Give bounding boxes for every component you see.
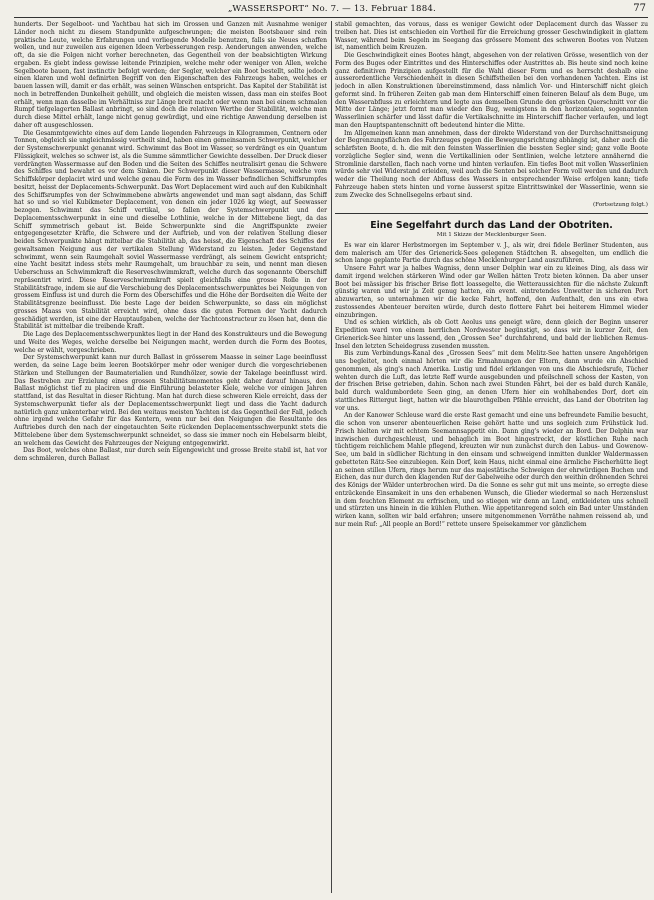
- continued-note: (Fortsetzung folgt.): [592, 202, 648, 209]
- paragraph: Die Gesammtgewichte eines auf dem Lande liegenden Fahrzeugs in Kilogrammen, Centnern oder Tonnen, obgleich sie ungleichmässig vertheilt sind, haben einen gemeinsamen Schwerpunkt, welcher der Systemschwerpunkt genannt wird. Schwimmt das Boot im Wasser, so verdrängt es ein Quantum Flüssigkeit, welches so schwer ist, als die Summe sämmtlicher Gewichte desselben. Der Druck dieser verdrängten Wassermasse auf den Boden und die Seiten des Schiffes neutralisirt genau die Schwere des Schiffes und bewahrt es vor dem Sinken. Der Schwerpunkt dieser Wassermasse, welche vom Schiffskörper deplacirt wird und welche genau die Form des im Wasser befindlichen Schiffsrumpfes besitzt, heisst der Deplacements-Schwerpunkt. Das Wort Deplacement wird auch auf den Kubikinhalt des Schiffsrumpfes von der Schwimmebene abwärts angewendet und man sagt alsdann, das Schiff hat so und so viel Kubikmeter Deplacement, von denen ein jeder 1026 kg wiegt, auf Seewasser bezogen. Schwimmt das Schiff vertikal, so fallen der Systemschwerpunkt und der Deplacementsschwerpunkt in eine und dieselbe Lothlinie, welche in der Mittebene liegt, da das Schiff symmetrisch gebaut ist. Beide Schwerpunkte sind die Angriffspunkte zweier entgegengesetzter Kräfte, die Schwere und der Auftrieb, und von der relativen Stellung dieser beiden Schwerpunkte hängt mittelbar die Stabilität ab, das heisst, die Eigenschaft des Schiffes der gewaltsamen Neigung aus der vertikalen Stellung Widerstand zu leisten. Jeder Gegenstand schwimmt, wenn sein Raumgehalt soviel Wassermasse verdrängt, als seinem Gewicht entspricht; eine Yacht besitzt indess stets mehr Raumgehalt, um brauchbar zu sein, und nennt man diesen Ueberschuss an Schwimmkraft die Reserveschwimmkraft, welche durch das sogenannte Oberschiff repräsentirt wird. Diese Reserveschwimmkraft spielt gleichfalls eine grosse Rolle in der Stabilitätsfrage, indem sie auf die Verschiebung des Deplacementsschwerpunktes bei Neigungen von grossem Einfluss ist und durch die Form des Oberschiffes und die Höhe der Bordseiten die Weite der Stabilitätsgrenze beeinflusst. Die beste Lage der beiden Schwerpunkte, so dass ein möglichst grosses Maass von Stabilität erreicht wird, ohne dass die guten Formen der Yacht dadurch geschädigt werden, ist eine der Hauptaufgaben, welche der Yachtconstructeur zu lösen hat, denn die Stabilität ist mittelbar die treibende Kraft.: [14, 129, 327, 331]
- article-subtitle: Mit 1 Skizze der Mecklenburger Seen.: [436, 232, 547, 238]
- paragraph: Die Lage des Deplacementsschwerpunktes liegt in der Hand des Konstrukteurs und die Bewegung und Weite des Weges, welche derselbe bei Neigungen macht, werden durch die Form des Bootes, welche er wählt, vorgeschrieben.: [14, 331, 327, 354]
- column-divider: [331, 21, 332, 893]
- paragraph: Im Allgemeinen kann man annehmen, dass der direkte Widerstand von der Durchschnittsneigung der Begrenzungsflächen des Fahrzeuges gegen die Bewegungsrichtung abhängig ist, daher auch die schärfsten Boote, d. h. die mit den feinsten Wasserlinien die bessten Segler sind; ganz volle Boote vorzügliche Segler sind, wenn die Vertikallinien oder Sentlinien, welche letztere annähernd die Stromlinie darstellen, flach nach vorne und hinten verlaufen. Ein tiefes Boot mit vollen Wasserlinien würde sehr viel Widerstand erleiden, weil auch die Senten bei solcher Form voll werden und dadurch weder die Theilung noch der Abfluss des Wassers in entsprechender Weise erfolgen kann; tiefe Fahrzeuge haben stets hinten und vorne äusserst spitze Eintrittswinkel der Wasserlinie, wenn sie zum Zwecke des Schnellsegelns erbaut sind.: [335, 129, 648, 199]
- left-column: [14, 21, 327, 896]
- paragraph: stabil gemachten, das voraus, dass es weniger Gewicht oder Deplacement durch das Wasser zu treiben hat. Dies ist entschieden ein Vortheil für die Erreichung grosser Geschwindigkeit in glattem Wasser, während beim Segeln im Seegang das grössere Moment des schweren Bootes von Nutzen ist, namentlich beim Kreuzen.: [335, 21, 648, 52]
- paragraph: Unsere Fahrt war ja halbes Wagniss, denn unser Delphin war ein zu kleines Ding, als dass wir damit irgend welchen stärkeren Wind oder gar Wellen hätten Trotz bieten können. Da aber unser Boot bei mässiger bis frischer Brise flott loassegelte, die Wetteraussichten für die nächste Zukunft günstig waren und wir ja Zeit genug hatten, ein event. eintretendes Unwetter in sicheren Port abzuwarten, so unternahmen wir die kecke Fahrt, hoffend, den Aufenthalt, den uns ein etwa zustossendes Abenteuer bereiten würde, durch desto flottere Fahrt bei heiterem Himmel wieder einzubringen.: [335, 265, 648, 319]
- paragraph: Bis zum Verbindungs-Kanal des „Grossen Sees“ mit dem Melitz-See hatten unsere Angehörigen uns begleitet, noch einmal hörten wir die Ermahnungen der Eltern, dann wurde ein Abschied genommen, als ging's nach Amerika. Lustig und fidel erklangen von uns die Abschiedsrufe, Tücher wehten durch die Luft, das letzte Reff wurde ausgebunden und pfeilschnell schoss der Kasten, von der frischen Brise getrieben, dahin. Schon nach zwei Stunden Fahrt, bei der es bald durch Kanäle, bald durch waldumbordete Seen ging, an denen Ufern hier ein wohlhabendes Dorf, dort ein stattliches Rittergut liegt, hatten wir die blaurothgelben Pfähle erreicht, das Land der Obotriten lag vor uns.: [335, 350, 648, 412]
- paragraph: Der Systemschwerpunkt kann nur durch Ballast in grösserem Maasse in seiner Lage beeinflusst werden, da seine Lage beim leeren Bootskörper mehr oder weniger durch die vorgeschriebenen Stärken und Stellungen der Baumaterialien und Rundhölzer, sowie der Takelage beeinflusst wird. Das Bestreben zur Erzielung eines grossen Stabilitätsmomentes geht daher darauf hinaus, den Ballast möglichst tief zu placiren und die Einführung belasteter Kiele, welche vor einigen Jahren stattfand, ist das Resultat in dieser Richtung. Man hat durch diese schweren Kiele erreicht, dass der Systemschwerpunkt tiefer als der Deplacementsschwerpunkt liegt und dass die Yacht dadurch natürlich ganz unkenterbar wird. Bei den weitaus meisten Yachten ist das Gegentheil der Fall, jedoch ohne irgend welche Gefahr für das Kentern, wenn nur bei den Neigungen die Resultante des Auftriebes durch den nach der eingetauchten Seite rückenden Deplacementsschwerpunkt stets die Mittelebene über dem Systemschwerpunkt schneidet, so dass sie immer noch ein Hebelsarm bleibt, an welchem das Gewicht des Fahrzeuges der Neigung entgegenwirkt.: [14, 354, 327, 447]
- running-head: „WASSERSPORT“ No. 7. — 13. Februar 1884.: [228, 4, 436, 14]
- header-rule: [14, 17, 648, 18]
- page-number: 77: [633, 3, 646, 14]
- paragraph: Das Boot, welches ohne Ballast, nur durch sein Eigengewicht und grosse Breite stabil ist, hat vor dem schmäleren, durch Ballast: [14, 447, 327, 462]
- page-header: [18, 4, 646, 18]
- paragraph: Es war ein klarer Herbstmorgen im September v. J., als wir, drei fidele Berliner Studenten, aus dem malerisch am Ufer des Grienerick-Sees gelegenen Städtchen R. absegelten, um endlich die schon lange geplante Partie durch das schöne Mecklenburger Land auszuführen.: [335, 241, 648, 265]
- article-separator: [335, 213, 648, 214]
- right-column: [335, 21, 648, 896]
- paragraph: hunderts. Der Segelboot- und Yachtbau hat sich im Grossen und Ganzen mit Ausnahme weniger Länder noch nicht zu diesem Standpunkte aufgeschwungen; die meisten Bootsbauer sind rein praktische Leute, welche Erfahrungen und vorliegende Modelle benutzen, falls sie Neues schaffen wollen, und nur zuweilen aus eigenen Ideen Verbesserungen resp. Aenderungen anwenden, welche oft, da sie die Folgen nicht vorher berechneten, das Gegentheil von der beabsichtigten Wirkung ergaben. Es giebt indess gewisse leitende Prinzipien, welche mehr oder weniger von Allen, welche Segelboote bauen, fast instinctiv befolgt werden; der Segler, welcher ein Boot bestellt, sollte jedoch einen klaren und wohl definirten Begriff von den Eigenschaften des Fahrzeugs haben, welches er bauen lassen will, damit er das erhält, was seinen Wünschen entspricht. Das Kapitel der Stabilität ist noch in betreffenden Dunkelheit gehüllt, und obgleich die meisten wissen, dass man ein steifes Boot erhält, wenn man dasselbe im Verhältniss zur Länge breit macht oder wenn man bei einem schmalen Rumpf tiefgelagerten Ballast anbringt, so sind doch die relativen Werthe der Stabilität, welche man durch diese Mittel erhält, lange nicht genug gewürdigt, und eine richtige Anwendung derselben ist daher oft ausgeschlossen.: [14, 21, 327, 129]
- paragraph: An der Kanower Schleuse ward die erste Rast gemacht und eine uns befreundete Familie besucht, die schon von unserer abenteuerlichen Reise gehört hatte und uns sogleich zum Frühstück lud. Frisch hielten wir mit echtem Seemannsappetit ein. Dann ging's wieder an Bord. Der Delphin war inzwischen durchgeschleust, und behaglich im Boot hingestreckt, der köstlichen Ruhe nach tüchtigem reichlichem Mahle pflegend, kreuzten wir nun zunächst durch den Labus- und Gowenow-See, um bald in südlicher Richtung in den einsam und schweigend inmitten dunkler Waldermassen gebetteten Rätz-See einzubiegen. Kein Dorf, kein Haus, nicht einmal eine ärmliche Fischerhütte liegt an seinen stillen Ufern, rings herum nur das majestätische Schweigen der ehrwürdigen Buchen und Eichen, das nur durch den klagenden Ruf der Gabelweihe oder durch den weithin dröhnenden Schrei des Königs der Wälder unterbrochen wird. Da die Sonne es sehr gut mit uns meinte, so erregte diese entzückende Einsamkeit in uns den erhabenen Wunsch, die Glieder wiedermal so nach Herzenslust in dem feuchten Element zu erfrischen, und so stiegen wir denn an Land, entkleideten uns schnell und stürzten uns hinein in die kühlen Fluthen. Wie appetitanregend solch ein Bad unter Umständen wirken kann, sollten wir bald erfahren; unsere mitgenommenen Vorräthe nahmen reissend ab, und nur mein Ruf: „All people an Bord!“ rettete unsere Speisekammer vor gänzlichem: [335, 412, 648, 528]
- article-title: Eine Segelfahrt durch das Land der Obotriten.: [370, 220, 613, 231]
- paragraph: Und es schien wirklich, als ob Gott Aeolus uns geneigt wäre, denn gleich der Beginn unserer Expedition ward von einem herrlichen Nordwester begünstigt, so dass wir in kurzer Zeit, den Grienerick-See hinter uns lassend, den „Grossen See“ durchfahrend, und bald der lieblichen Remus-Insel den letzten Scheidegruss zusenden mussten.: [335, 319, 648, 350]
- paragraph: Die Geschwindigkeit eines Bootes hängt, abgesehen von der relativen Grösse, wesentlich von der Form des Buges oder Eintrittes und des Hinterschiffes oder Austrittes ab. Bis heute sind noch keine ganz definitiven Prinzipien aufgestellt für die Wahl dieser Form und es herrscht deshalb eine ausserordentliche Verschiedenheit in diesen Schiffstheilen bei den vorhandenen Yachten. Eins ist jedoch in allen Konstruktionen übereinstimmend, dass nämlich Vor- und Hinterschiff nicht gleich geformt sind. In früheren Zeiten gab man dem Hinterschiff einen feineren Belauf als dem Buge, um den Wasserabfluss zu erleichtern und legte aus demselben Grunde den grössten Querschnitt vor die Mitte der Länge; jetzt formt man wieder den Bug, wenigstens in den horizontalen, sogenannten Wasserlinien schärfer und lässt dafür die Vertikalschnitte im Hinterschiff flacher verlaufen, und legt man den Hauptspantenschnitt oft bedeutend hinter die Mitte.: [335, 52, 648, 129]
